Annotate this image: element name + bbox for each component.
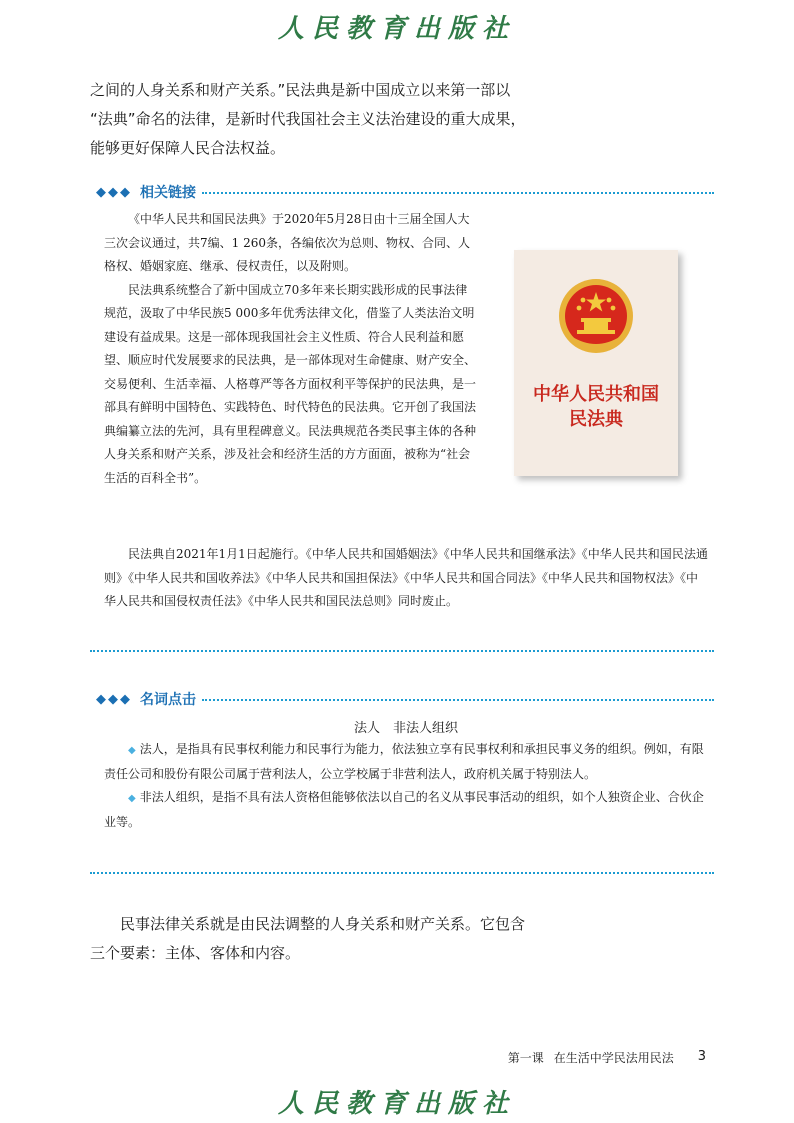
book-title-line-1: 中华人民共和国 xyxy=(533,384,659,405)
diamond-icons: ◆◆◆ xyxy=(96,184,132,200)
section-divider-1 xyxy=(90,650,714,652)
related-links-body xyxy=(104,208,476,490)
dotted-rule xyxy=(202,699,714,701)
terms-header xyxy=(96,689,714,709)
terms-heading: 法人 非法人组织 xyxy=(353,721,458,736)
term-text: 法人，是指具有民事权利能力和民事行为能力，依法独立享有民事权利和承担民事义务的组织。例如，有限责任公司和股份有限公司属于营利法人，公立学校属于非营利法人，政府机关属于特别法人。 xyxy=(104,742,704,781)
civil-code-book-cover xyxy=(514,250,678,476)
related-links-wide-text xyxy=(104,543,708,614)
intro-text xyxy=(90,76,560,163)
publisher-logo-top: 人民教育出版社 xyxy=(277,14,516,44)
footer-lesson: 第一课 xyxy=(507,1051,544,1065)
dotted-rule xyxy=(202,192,714,194)
term-item-unincorporated xyxy=(104,786,708,834)
related-paragraph-3: 民法典自2021年1月1日起施行。《中华人民共和国婚姻法》《中华人民共和国继承法》《中华人民共和国民法通则》《中华人民共和国收养法》《中华人民共和国担保法》《中华人民共和国合同法》《中华人民共和国物权法》《中华人民共和国侵权责任法》《中华人民共和国民法总则》同时废止。 xyxy=(104,547,708,608)
section-divider-2 xyxy=(90,872,714,874)
term-item-legal-person xyxy=(104,738,708,786)
closing-line-2: 三个要素：主体、客体和内容。 xyxy=(90,944,301,962)
intro-line-3: 能够更好保障人民合法权益。 xyxy=(90,139,286,157)
book-title xyxy=(514,382,678,432)
book-title-line-2: 民法典 xyxy=(569,409,623,430)
closing-line-1: 民事法律关系就是由民法调整的人身关系和财产关系。它包含 xyxy=(90,915,526,933)
related-links-title: 相关链接 xyxy=(140,185,196,201)
page-number: 3 xyxy=(697,1049,706,1064)
related-links-header xyxy=(96,182,714,202)
bullet-diamond-icon: ◆ xyxy=(128,793,136,804)
related-paragraph-1: 《中华人民共和国民法典》于2020年5月28日由十三届全国人大三次会议通过，共7编、1 260条，各编依次为总则、物权、合同、人格权、婚姻家庭、继承、侵权责任，以及附则。 xyxy=(104,212,470,273)
national-emblem-icon xyxy=(557,278,635,358)
term-text: 非法人组织，是指不具有法人资格但能够依法以自己的名义从事民事活动的组织，如个人独资企业、合伙企业等。 xyxy=(104,790,704,829)
terms-list xyxy=(104,738,708,834)
page-footer xyxy=(480,1049,706,1066)
bullet-diamond-icon: ◆ xyxy=(128,745,136,756)
diamond-icons: ◆◆◆ xyxy=(96,691,132,707)
related-paragraph-2: 民法典系统整合了新中国成立70多年来长期实践形成的民事法律规范，汲取了中华民族5 000多年优秀法律文化，借鉴了人类法治文明建设有益成果。这是一部体现我国社会主义性质、符合人民利益和愿望、顺应时代发展要求的民法典，是一部体现对生命健康、财产安全、交易便利、生活幸福、人格尊严等各方面权利平等保护的民法典，是一部具有鲜明中国特色、实践特色、时代特色的民法典。它开创了我国法典编纂立法的先河，具有里程碑意义。民法典规范各类民事主体的各种人身关系和财产关系，涉及社会和经济生活的方方面面，被称为“社会生活的百科全书”。 xyxy=(104,282,477,485)
footer-lesson-title: 在生活中学民法用民法 xyxy=(553,1051,674,1065)
intro-line-2: “法典”命名的法律，是新时代我国社会主义法治建设的重大成果， xyxy=(90,110,526,128)
terms-title: 名词点击 xyxy=(140,692,196,708)
closing-text xyxy=(90,910,560,968)
intro-line-1: 之间的人身关系和财产关系。”民法典是新中国成立以来第一部以 xyxy=(90,81,511,99)
publisher-logo-bottom: 人民教育出版社 xyxy=(277,1089,516,1119)
